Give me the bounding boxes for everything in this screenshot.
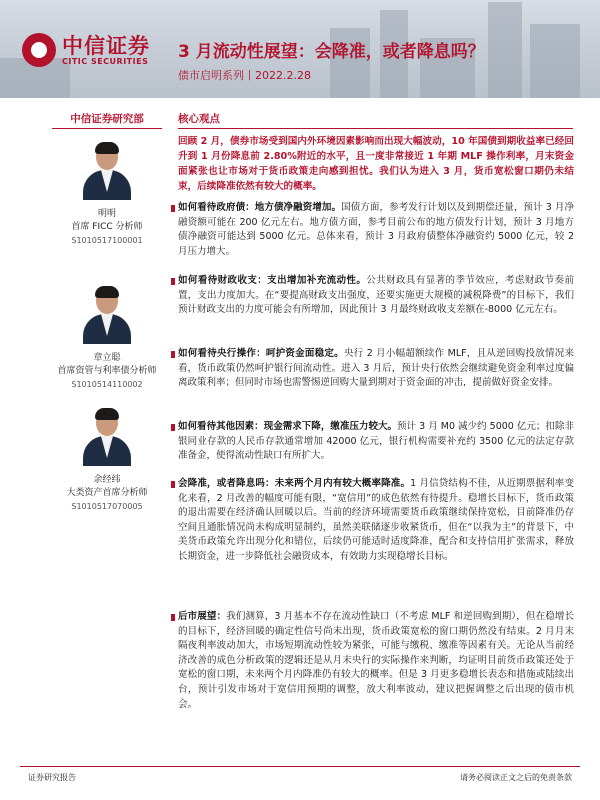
analyst-role: 大类资产首席分析师 bbox=[66, 488, 148, 498]
logo-subtext: CITIC SECURITIES bbox=[62, 57, 149, 66]
analyst-id: S1010517070005 bbox=[71, 502, 143, 511]
logo-text: 中信证券 bbox=[62, 34, 150, 58]
analyst-card bbox=[52, 408, 162, 511]
sidebar-divider bbox=[52, 128, 162, 129]
title-block bbox=[178, 37, 485, 83]
key-point-heading: 会降准，或者降息吗：未来两个月内有较大概率降准。 bbox=[178, 478, 411, 489]
bullet-icon bbox=[171, 205, 175, 212]
key-point-government-bonds bbox=[171, 201, 574, 259]
footer-disclaimer: 请务必阅读正文之后的免责条款 bbox=[460, 773, 572, 782]
section-divider bbox=[178, 128, 573, 129]
key-point-fiscal bbox=[171, 274, 574, 318]
key-point-central-bank bbox=[171, 347, 574, 391]
bullet-icon bbox=[171, 278, 175, 285]
footer-divider bbox=[20, 766, 580, 767]
analyst-name: 明明 bbox=[97, 209, 116, 219]
footer-label: 证券研究报告 bbox=[28, 773, 76, 782]
key-point-heading: 如何看待政府债：地方债净融资增加。 bbox=[178, 202, 342, 213]
company-logo bbox=[22, 30, 178, 76]
avatar bbox=[81, 408, 133, 466]
bullet-icon bbox=[171, 614, 175, 621]
key-point-heading: 后市展望： bbox=[178, 611, 227, 622]
analyst-name: 章立聪 bbox=[93, 353, 121, 363]
logo-mark-icon bbox=[22, 33, 56, 67]
key-point-body: 预计 3 月 M0 减少约 5000 亿元；扣除非银同业存款的人民币存款通常增加 42000 亿元，银行机构需要补充约 3500 亿元的法定存款准备金，使得流动性缺口有所扩大。 bbox=[178, 421, 574, 462]
key-point-body: 我们测算，3 月基本不存在流动性缺口（不考虑 MLF 和逆回购到期），但在稳增长的目标下，经济回暖的确定性信号尚未出现，货币政策宽松的窗口期仍然没有结束。2 月月末隔夜利率波动加大，市场短期流动性较为紧张，可能与缴税、缴准等因素有关。无论从当前经济改善的成色分析政策的逻辑还是从月末央行的实际操作来判断，均证明目前货币政策还处于宽松的窗口期，未来两个月内降准仍有较大的概率。但是 3 月更多稳增长表态和措施或陆续出台，预计引发市场对于宽信用预期的调整，放大利率波动，建议把握调整之后出现的债市机会。 bbox=[178, 611, 574, 710]
page-subtitle: 债市启明系列丨2022.2.28 bbox=[178, 69, 311, 82]
analyst-name: 余经纬 bbox=[93, 475, 121, 485]
bullet-icon bbox=[171, 351, 175, 358]
key-point-body: 国债方面，参考发行计划以及到期偿还量，预计 3 月净融资额可能在 200 亿元左右。地方债方面，参考目前公布的地方债发行计划，预计 3 月地方债净融资可能达到 5000 亿元。总体来看，预计 3 月政府债整体净融资约 5000 亿元，较 2 月压力增大。 bbox=[178, 202, 574, 257]
section-title: 核心观点 bbox=[178, 113, 220, 125]
key-point-body: 公共财政具有显著的季节效应，考虑财政节奏前置，支出力度加大。在“要提高财政支出强度，还要实施更大规模的减税降费”的目标下，我们预计财政支出的力度可能会有所增加，因此预计 3 月最终财政收支差额在-8000 亿元左右。 bbox=[178, 275, 574, 316]
avatar bbox=[81, 286, 133, 344]
analyst-role: 首席 FICC 分析师 bbox=[71, 222, 143, 232]
key-point-other-factors bbox=[171, 420, 574, 464]
analyst-card bbox=[52, 286, 162, 389]
key-point-outlook bbox=[171, 610, 574, 712]
key-point-rrr-cut bbox=[171, 477, 574, 565]
intro-summary: 回顾 2 月，债券市场受到国内外环境因素影响而出现大幅波动，10 年国债到期收益率已经回升到 1 月份降息前 2.80%附近的水平，且一度非常接近 1 年期 MLF 操作利率，月末资金面紧张也让市场对于货币政策走向感到担忧。我们认为进入 3 月，货币宽松窗口期仍未结束，后续降准依然有较大的概率。 bbox=[178, 136, 574, 192]
key-point-body: 央行 2 月小幅超额续作 MLF，且从逆回购投放情况来看，货币政策仍然呵护银行间流动性。进入 3 月后，预计央行依然会继续避免资金利率过度偏离政策利率；但同时市场也需警惕逆回购大量到期对于资金面的冲击，提前做好资金安排。 bbox=[178, 348, 574, 389]
page-title: 3 月流动性展望：会降准，或者降息吗？ bbox=[178, 42, 485, 62]
analyst-role: 首席资管与利率债分析师 bbox=[57, 366, 157, 376]
key-point-heading: 如何看待其他因素：现金需求下降，缴准压力较大。 bbox=[178, 421, 398, 432]
analyst-card bbox=[52, 142, 162, 245]
bullet-icon bbox=[171, 481, 175, 488]
key-point-body: 1 月信贷结构不佳，从近期票据利率变化来看，2 月改善的幅度可能有限，“宽信用”的成色依然有待提升。稳增长目标下，货币政策的退出需要在经济确认回暖以后。当前的经济环境需要货币政策继续保持宽松，目前降准仍存空间且通胀情况尚未构成明显制约，虽然美联储逐步收紧货币，但在“以我为主”的背景下，中美货币政策允许出现分化和错位，后续仍可能适时适度降准，配合和支持信用扩张需求，释放长期资金，进一步降低社会融资成本，有效助力实现稳增长目标。 bbox=[178, 478, 574, 562]
key-point-heading: 如何看待央行操作：呵护资金面稳定。 bbox=[178, 348, 344, 359]
bullet-icon bbox=[171, 424, 175, 431]
analyst-id: S1010514110002 bbox=[71, 380, 143, 389]
key-point-heading: 如何看待财政收支：支出增加补充流动性。 bbox=[178, 275, 367, 286]
sidebar-title: 中信证券研究部 bbox=[70, 113, 144, 125]
avatar bbox=[81, 142, 133, 200]
analyst-id: S1010517100001 bbox=[71, 236, 143, 245]
